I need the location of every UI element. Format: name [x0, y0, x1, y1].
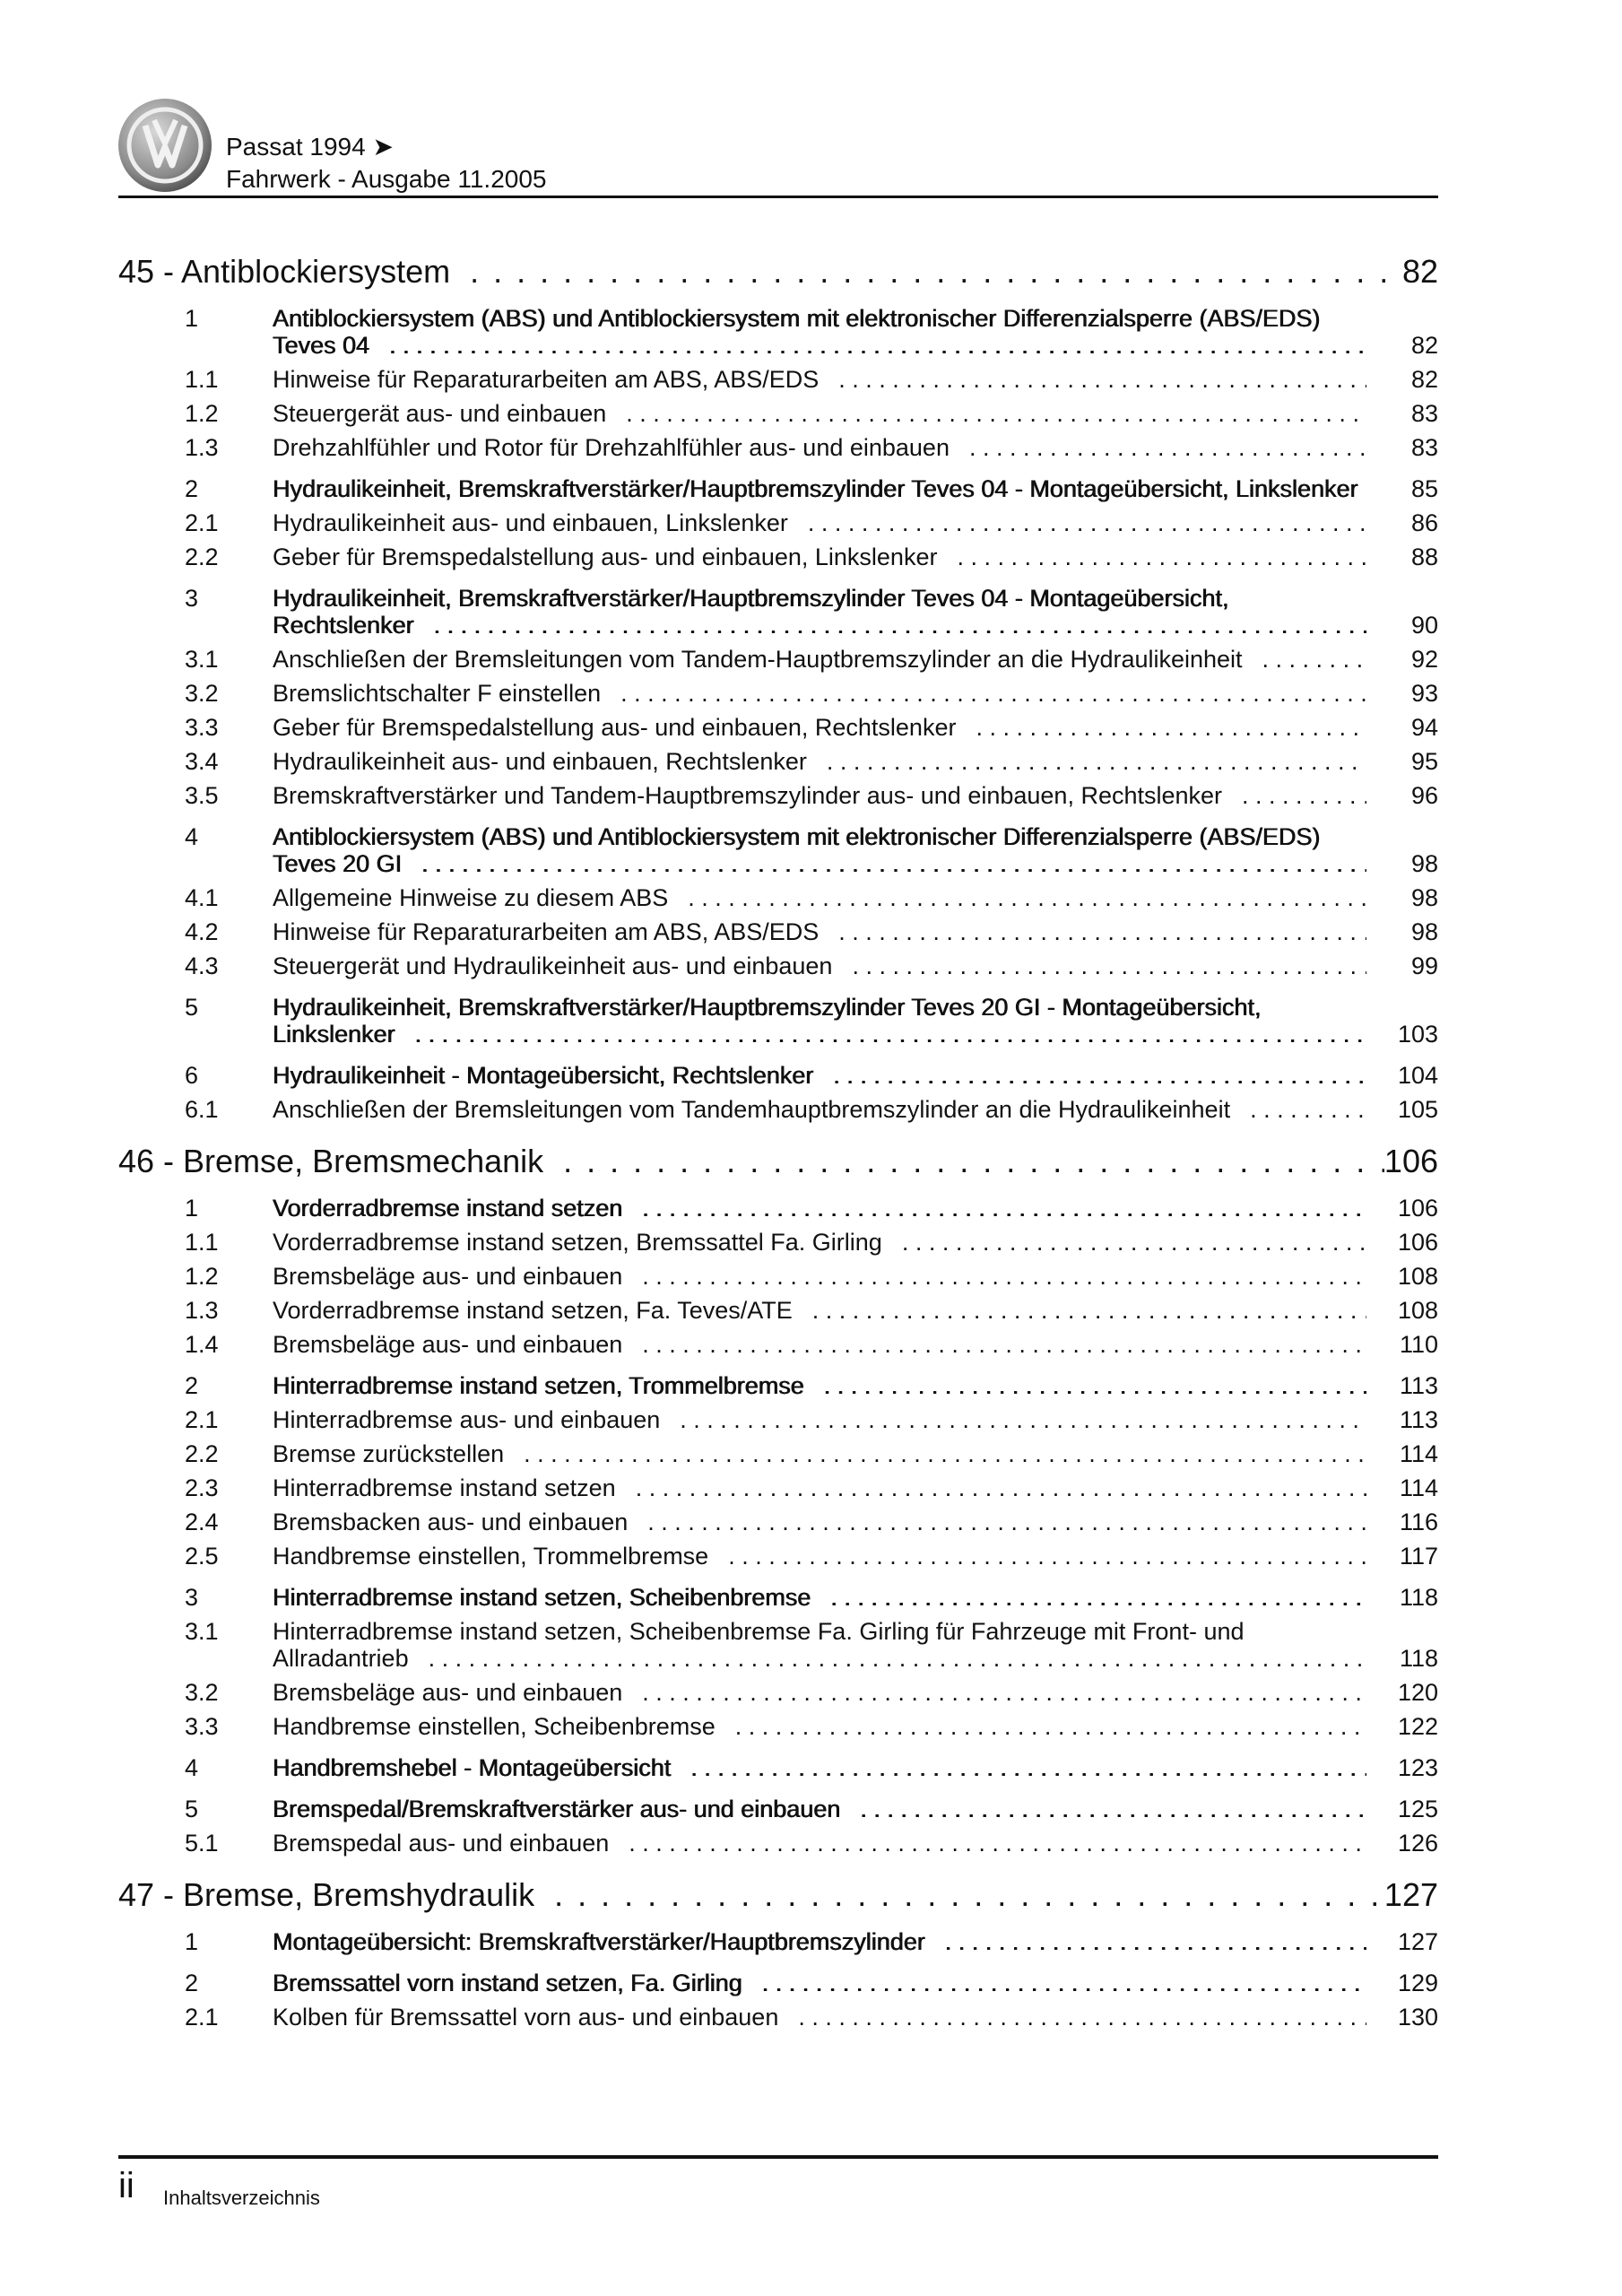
- toc-entry[interactable]: [118, 1437, 1438, 1471]
- entry-number: 1.2: [185, 400, 219, 427]
- entry-number: 3: [185, 1584, 199, 1611]
- entry-number: 2.1: [185, 2004, 219, 2031]
- chapter-title-leader: [118, 1873, 1384, 1918]
- entry-title: Bremsbeläge aus- und einbauen . . .: [273, 1331, 622, 1358]
- header-model: Passat 1994 ➤: [226, 133, 394, 161]
- toc-entry[interactable]: [118, 1792, 1438, 1826]
- entry-title-leader: [273, 823, 1366, 877]
- entry-number: 2.4: [185, 1509, 219, 1535]
- entry-number: 3.2: [185, 680, 219, 707]
- entry-title: Anschließen der Bremsleitungen vom Tandemhauptbremszylinder an die Hydraulikeinheit . . .: [273, 1096, 1230, 1123]
- entry-number: 3.4: [185, 748, 219, 775]
- toc-entry[interactable]: [118, 1925, 1438, 1959]
- entry-page: 98: [1410, 884, 1438, 911]
- entry-title: Geber für Bremspedalstellung aus- und einbauen, Rechtslenker . . .: [273, 714, 956, 741]
- entry-number: 2.2: [185, 544, 219, 570]
- entry-title-leader: [273, 748, 1366, 775]
- entry-title: Hydraulikeinheit, Bremskraftverstärker/Hauptbremszylinder Teves 04 - Montageübersicht, Linkslenker . . .: [273, 475, 1358, 502]
- entry-title-leader: [273, 884, 1366, 911]
- entry-title-leader: [273, 1263, 1366, 1290]
- entry-title: Hinterradbremse aus- und einbauen . . .: [273, 1406, 660, 1433]
- entry-title: Hinterradbremse instand setzen, Trommelbremse . . .: [273, 1372, 804, 1399]
- entry-page: 123: [1397, 1754, 1438, 1781]
- entry-number: 2.2: [185, 1440, 219, 1467]
- entry-page: 98: [1410, 918, 1438, 945]
- chapter-title-leader: [118, 1139, 1384, 1184]
- toc-entry[interactable]: [118, 2000, 1438, 2034]
- entry-number: 5: [185, 994, 199, 1021]
- entry-number: 4.1: [185, 884, 219, 911]
- entry-title: Bremskraftverstärker und Tandem-Hauptbremszylinder aus- und einbauen, Rechtslenker . . .: [273, 782, 1222, 809]
- entry-page: 92: [1410, 646, 1438, 673]
- entry-title: Steuergerät aus- und einbauen . . .: [273, 400, 606, 427]
- toc-entry[interactable]: [118, 362, 1438, 396]
- entry-page: 93: [1410, 680, 1438, 707]
- toc-entry[interactable]: [118, 506, 1438, 540]
- entry-title: Anschließen der Bremsleitungen vom Tandem-Hauptbremszylinder an die Hydraulikeinheit . . .: [273, 646, 1243, 673]
- entry-title: Handbremse einstellen, Trommelbremse . . .: [273, 1543, 708, 1570]
- entry-page: 108: [1397, 1263, 1438, 1290]
- entry-title-leader: [273, 1618, 1366, 1672]
- toc-entry[interactable]: [118, 581, 1438, 642]
- chapter-title: 47 - Bremse, Bremshydraulik . . .: [118, 1876, 534, 1913]
- entry-title-leader: [273, 1713, 1366, 1740]
- page-number: ii: [118, 2166, 134, 2205]
- entry-page: 120: [1397, 1679, 1438, 1706]
- entry-number: 1: [185, 305, 199, 332]
- toc-entry[interactable]: [118, 1539, 1438, 1573]
- toc-entry[interactable]: [118, 881, 1438, 915]
- entry-number: 3.3: [185, 1713, 219, 1740]
- entry-number: 3.1: [185, 646, 219, 673]
- entry-page: 104: [1397, 1062, 1438, 1089]
- entry-title: Vorderradbremse instand setzen, Fa. Teves/ATE . . .: [273, 1297, 793, 1324]
- toc-entry[interactable]: [118, 1225, 1438, 1259]
- entry-page: 94: [1410, 714, 1438, 741]
- toc-entry[interactable]: [118, 1327, 1438, 1361]
- entry-title-leader: [273, 585, 1366, 639]
- footer-label: Inhaltsverzeichnis: [163, 2187, 320, 2209]
- entry-title-leader: [273, 2004, 1366, 2031]
- entry-title: Drehzahlfühler und Rotor für Drehzahlfühler aus- und einbauen . . .: [273, 434, 950, 461]
- entry-title: Antiblockiersystem (ABS) und Antiblockiersystem mit elektronischer Differenzialsperre (ABS/EDS) Teves 20 GI . . .: [273, 823, 1320, 877]
- entry-title-leader: [273, 1440, 1366, 1467]
- entry-title-leader: [273, 1229, 1366, 1256]
- toc-entry[interactable]: [118, 1471, 1438, 1505]
- entry-number: 5.1: [185, 1830, 219, 1857]
- header-divider: [118, 196, 1438, 198]
- entry-page: 118: [1399, 1645, 1438, 1672]
- toc-entry[interactable]: [118, 1293, 1438, 1327]
- entry-number: 2.5: [185, 1543, 219, 1570]
- entry-title-leader: [273, 782, 1366, 809]
- entry-number: 4.2: [185, 918, 219, 945]
- entry-title-leader: [273, 1679, 1366, 1706]
- entry-title: Geber für Bremspedalstellung aus- und einbauen, Linkslenker . . .: [273, 544, 937, 570]
- entry-title-leader: [273, 1062, 1366, 1089]
- chapter-title: 46 - Bremse, Bremsmechanik . . .: [118, 1143, 543, 1179]
- toc-entry[interactable]: [118, 396, 1438, 430]
- entry-page: 127: [1397, 1928, 1438, 1955]
- entry-number: 1.1: [185, 366, 219, 393]
- toc-entry[interactable]: [118, 642, 1438, 676]
- entry-page: 83: [1410, 400, 1438, 427]
- entry-number: 4: [185, 1754, 199, 1781]
- entry-title: Hydraulikeinheit aus- und einbauen, Rechtslenker . . .: [273, 748, 807, 775]
- entry-title-leader: [273, 1543, 1366, 1570]
- entry-page: 106: [1397, 1195, 1438, 1222]
- entry-title: Handbremshebel - Montageübersicht . . .: [273, 1754, 671, 1781]
- toc-entry[interactable]: [118, 1403, 1438, 1437]
- toc-entry[interactable]: [118, 1614, 1438, 1675]
- entry-page: 122: [1397, 1713, 1438, 1740]
- entry-page: 110: [1399, 1331, 1438, 1358]
- entry-title-leader: [273, 544, 1366, 570]
- toc-entry[interactable]: [118, 915, 1438, 949]
- vw-logo: [118, 99, 212, 192]
- entry-title: Bremsbacken aus- und einbauen . . .: [273, 1509, 628, 1535]
- entry-page: 125: [1397, 1796, 1438, 1822]
- entry-title-leader: [273, 1509, 1366, 1535]
- footer-divider: [118, 2155, 1438, 2159]
- entry-title-leader: [273, 714, 1366, 741]
- chapter-heading[interactable]: [118, 1139, 1438, 1184]
- entry-page: 85: [1410, 475, 1438, 502]
- entry-title-leader: [273, 918, 1366, 945]
- entry-page: 117: [1399, 1543, 1438, 1570]
- entry-title: Hinweise für Reparaturarbeiten am ABS, ABS/EDS . . .: [273, 366, 819, 393]
- entry-title-leader: [273, 1796, 1366, 1822]
- toc-entry[interactable]: [118, 1709, 1438, 1744]
- toc-entry[interactable]: [118, 472, 1438, 506]
- toc-entry[interactable]: [118, 676, 1438, 710]
- entry-number: 1.4: [185, 1331, 219, 1358]
- entry-title-leader: [273, 475, 1366, 502]
- entry-title: Bremsbeläge aus- und einbauen . . .: [273, 1263, 622, 1290]
- header-edition: Fahrwerk - Ausgabe 11.2005: [226, 165, 547, 193]
- entry-title-leader: [273, 1474, 1366, 1501]
- toc-entry[interactable]: [118, 1675, 1438, 1709]
- toc-entry[interactable]: [118, 744, 1438, 778]
- entry-page: 99: [1410, 952, 1438, 979]
- entry-title: Bremspedal aus- und einbauen . . .: [273, 1830, 609, 1857]
- entry-number: 1.2: [185, 1263, 219, 1290]
- entry-page: 90: [1410, 612, 1438, 639]
- entry-number: 3.1: [185, 1618, 219, 1645]
- entry-title: Kolben für Bremssattel vorn aus- und einbauen . . .: [273, 2004, 778, 2031]
- chapter-page: 106: [1383, 1143, 1438, 1179]
- entry-title: Handbremse einstellen, Scheibenbremse . . .: [273, 1713, 716, 1740]
- entry-title: Hydraulikeinheit, Bremskraftverstärker/Hauptbremszylinder Teves 20 GI - Montageübersicht, Linkslenker . . .: [273, 994, 1261, 1048]
- entry-title: Hydraulikeinheit, Bremskraftverstärker/Hauptbremszylinder Teves 04 - Montageübersicht, Rechtslenker . . .: [273, 585, 1228, 639]
- table-of-contents: [118, 249, 1438, 2034]
- chapter-page: 82: [1401, 253, 1438, 290]
- entry-title: Vorderradbremse instand setzen, Bremssattel Fa. Girling . . .: [273, 1229, 882, 1256]
- entry-page: 129: [1397, 1970, 1438, 1996]
- entry-number: 2.3: [185, 1474, 219, 1501]
- entry-title: Allgemeine Hinweise zu diesem ABS . . .: [273, 884, 668, 911]
- toc-entry[interactable]: [118, 1369, 1438, 1403]
- entry-title: Bremsbeläge aus- und einbauen . . .: [273, 1679, 622, 1706]
- entry-title-leader: [273, 1584, 1366, 1611]
- entry-number: 6.1: [185, 1096, 219, 1123]
- entry-page: 86: [1410, 509, 1438, 536]
- toc-entry[interactable]: [118, 1580, 1438, 1614]
- entry-title: Hinweise für Reparaturarbeiten am ABS, ABS/EDS . . .: [273, 918, 819, 945]
- entry-number: 2: [185, 475, 199, 502]
- entry-title: Bremse zurückstellen . . .: [273, 1440, 504, 1467]
- toc-entry[interactable]: [118, 710, 1438, 744]
- entry-page: 98: [1410, 850, 1438, 877]
- entry-title-leader: [273, 305, 1366, 359]
- entry-title-leader: [273, 434, 1366, 461]
- entry-page: 105: [1397, 1096, 1438, 1123]
- entry-title: Montageübersicht: Bremskraftverstärker/Hauptbremszylinder . . .: [273, 1928, 925, 1955]
- entry-title-leader: [273, 1754, 1366, 1781]
- entry-title: Hydraulikeinheit - Montageübersicht, Rechtslenker . . .: [273, 1062, 813, 1089]
- toc-entry[interactable]: [118, 990, 1438, 1051]
- entry-page: 114: [1399, 1440, 1438, 1467]
- entry-page: 106: [1397, 1229, 1438, 1256]
- entry-title-leader: [273, 1928, 1366, 1955]
- toc-entry[interactable]: [118, 820, 1438, 881]
- entry-title-leader: [273, 952, 1366, 979]
- entry-page: 103: [1397, 1021, 1438, 1048]
- toc-entry[interactable]: [118, 949, 1438, 983]
- entry-number: 4.3: [185, 952, 219, 979]
- entry-page: 118: [1399, 1584, 1438, 1611]
- toc-entry[interactable]: [118, 1092, 1438, 1126]
- entry-title-leader: [273, 1096, 1366, 1123]
- toc-entry[interactable]: [118, 1259, 1438, 1293]
- entry-title: Vorderradbremse instand setzen . . .: [273, 1195, 622, 1222]
- entry-title-leader: [273, 680, 1366, 707]
- entry-title: Steuergerät und Hydraulikeinheit aus- und einbauen . . .: [273, 952, 832, 979]
- entry-title-leader: [273, 1406, 1366, 1433]
- entry-number: 1: [185, 1195, 199, 1222]
- entry-number: 6: [185, 1062, 199, 1089]
- toc-entry[interactable]: [118, 778, 1438, 813]
- entry-number: 2: [185, 1970, 199, 1996]
- toc-entry[interactable]: [118, 430, 1438, 465]
- entry-title: Bremslichtschalter F einstellen . . .: [273, 680, 601, 707]
- entry-page: 126: [1397, 1830, 1438, 1857]
- chapter-title-leader: [118, 249, 1402, 294]
- entry-title-leader: [273, 509, 1366, 536]
- toc-entry[interactable]: [118, 1058, 1438, 1092]
- toc-entry[interactable]: [118, 1751, 1438, 1785]
- toc-entry[interactable]: [118, 1191, 1438, 1225]
- entry-number: 3.2: [185, 1679, 219, 1706]
- entry-title-leader: [273, 1195, 1366, 1222]
- entry-number: 1: [185, 1928, 199, 1955]
- entry-title-leader: [273, 1970, 1366, 1996]
- entry-title-leader: [273, 994, 1366, 1048]
- chapter-heading[interactable]: [118, 1873, 1438, 1918]
- entry-number: 5: [185, 1796, 199, 1822]
- entry-title: Bremssattel vorn instand setzen, Fa. Girling . . .: [273, 1970, 742, 1996]
- entry-title: Hinterradbremse instand setzen . . .: [273, 1474, 616, 1501]
- entry-title-leader: [273, 366, 1366, 393]
- entry-title-leader: [273, 1297, 1366, 1324]
- entry-title-leader: [273, 400, 1366, 427]
- entry-number: 2.1: [185, 1406, 219, 1433]
- entry-number: 1.3: [185, 1297, 219, 1324]
- entry-number: 4: [185, 823, 199, 850]
- entry-page: 113: [1399, 1406, 1438, 1433]
- toc-entry[interactable]: [118, 301, 1438, 362]
- entry-title: Hinterradbremse instand setzen, Scheibenbremse . . .: [273, 1584, 811, 1611]
- toc-entry[interactable]: [118, 540, 1438, 574]
- entry-number: 3.3: [185, 714, 219, 741]
- entry-title-leader: [273, 1830, 1366, 1857]
- entry-page: 108: [1397, 1297, 1438, 1324]
- toc-entry[interactable]: [118, 1966, 1438, 2000]
- entry-title: Antiblockiersystem (ABS) und Antiblockiersystem mit elektronischer Differenzialsperre (ABS/EDS) Teves 04 . . .: [273, 305, 1320, 359]
- entry-title-leader: [273, 1372, 1366, 1399]
- entry-title-leader: [273, 1331, 1366, 1358]
- entry-page: 83: [1410, 434, 1438, 461]
- chapter-heading[interactable]: [118, 249, 1438, 294]
- entry-title: Bremspedal/Bremskraftverstärker aus- und einbauen . . .: [273, 1796, 840, 1822]
- entry-number: 1.1: [185, 1229, 219, 1256]
- entry-title: Hydraulikeinheit aus- und einbauen, Linkslenker . . .: [273, 509, 788, 536]
- entry-page: 95: [1410, 748, 1438, 775]
- entry-number: 2: [185, 1372, 199, 1399]
- entry-page: 130: [1397, 2004, 1438, 2031]
- entry-number: 2.1: [185, 509, 219, 536]
- entry-number: 3: [185, 585, 199, 612]
- toc-entry[interactable]: [118, 1826, 1438, 1860]
- entry-page: 113: [1399, 1372, 1438, 1399]
- entry-page: 114: [1399, 1474, 1438, 1501]
- entry-title: Hinterradbremse instand setzen, Scheibenbremse Fa. Girling für Fahrzeuge mit Front- und Allradantrieb . . .: [273, 1618, 1245, 1672]
- entry-page: 116: [1399, 1509, 1438, 1535]
- entry-page: 88: [1410, 544, 1438, 570]
- entry-page: 82: [1410, 366, 1438, 393]
- entry-title-leader: [273, 646, 1366, 673]
- chapter-title: 45 - Antiblockiersystem . . .: [118, 253, 450, 290]
- entry-number: 1.3: [185, 434, 219, 461]
- toc-entry[interactable]: [118, 1505, 1438, 1539]
- entry-page: 82: [1410, 332, 1438, 359]
- entry-page: 96: [1410, 782, 1438, 809]
- chapter-page: 127: [1383, 1876, 1438, 1913]
- entry-number: 3.5: [185, 782, 219, 809]
